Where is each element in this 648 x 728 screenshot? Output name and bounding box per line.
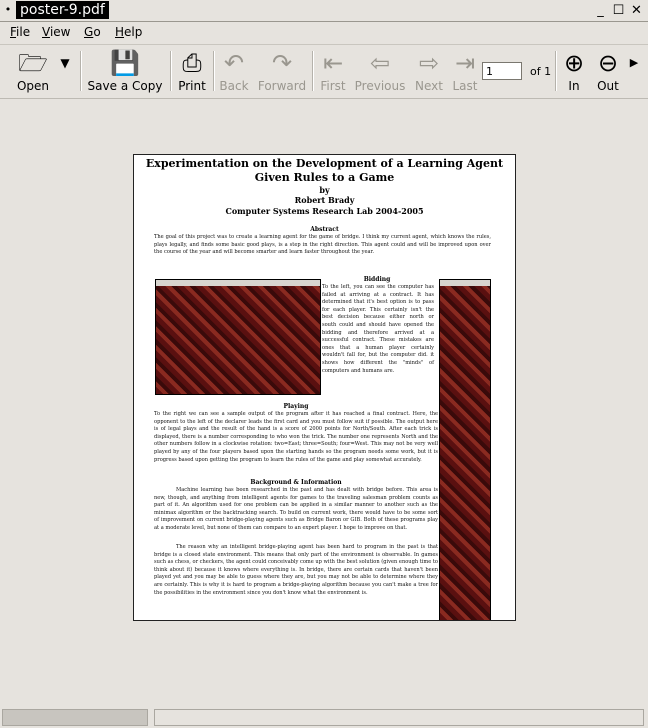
previous-page-button[interactable] xyxy=(352,45,408,98)
screenshot-titlebar xyxy=(440,280,490,286)
right-arrow-icon: ⇨ xyxy=(418,49,440,77)
abstract-heading: Abstract xyxy=(310,226,339,233)
page-number-input[interactable]: 1 xyxy=(482,62,522,80)
poster-title-line1: Experimentation on the Development of a Learning Agent xyxy=(145,157,504,170)
zoom-out-icon: ⊖ xyxy=(597,49,619,77)
save-copy-label: Save a Copy xyxy=(87,79,163,93)
print-button[interactable] xyxy=(174,45,210,98)
screenshot-titlebar xyxy=(156,280,320,286)
back-arrow-icon: ↶ xyxy=(223,49,245,77)
poster-author: Robert Brady xyxy=(294,195,355,205)
zoom-out-button[interactable] xyxy=(592,45,624,98)
menu-file[interactable]: File xyxy=(10,25,31,39)
print-label: Print xyxy=(178,79,206,93)
background-heading: Background & Information xyxy=(250,479,342,486)
printer-icon: ⎙ xyxy=(182,49,202,77)
bidding-text: To the left, you can see the computer has failed at arriving at a contract. It has determined that it's best option is to pass for each player. This certainly isn't the best decision because either north or south could and should have opened the bidding and therefore arrived at a successful contract. These mistakes are ones that a human player certainly wouldn't fall for, but the computer did. it shows how different the "minds" of computers and humans are. xyxy=(322,284,434,374)
progress-indicator xyxy=(2,709,148,726)
menu-go[interactable]: Go xyxy=(84,25,101,39)
forward-button[interactable] xyxy=(256,45,308,98)
page-count-label: of 1 xyxy=(530,65,552,78)
window-menu-icon[interactable]: • xyxy=(4,3,12,16)
last-page-button[interactable] xyxy=(448,45,482,98)
menubar xyxy=(0,22,648,45)
playing-text: To the right we can see a sample output of the program after it has reached a final contract. Here, the opponent to the left of the declarer leads the first card and you must follow suit if possible. The output here is of legal plays and the result of the hand is a score of 2000 points for North/South. After each trick is displayed, there is a number corresponding to who won the trick. The number one represents North and the other numbers follow in a clockwise rotation: two=East; three=South; four=West. This may not be very well played by any of the four players based upon the starting hands so the program needs some work, but it is progress based upon getting the program to learn the rules of the game and play somewhat accurately. xyxy=(154,411,438,463)
last-label: Last xyxy=(452,79,478,93)
floppy-disk-icon: 💾 xyxy=(110,49,140,77)
forward-arrow-icon: ↷ xyxy=(271,49,293,77)
close-icon[interactable]: ✕ xyxy=(631,3,642,18)
back-label: Back xyxy=(219,79,249,93)
next-page-button[interactable] xyxy=(412,45,446,98)
next-label: Next xyxy=(415,79,443,93)
left-arrow-icon: ⇦ xyxy=(369,49,391,77)
bidding-screenshot xyxy=(155,279,321,395)
status-message xyxy=(154,709,644,726)
first-page-button[interactable] xyxy=(316,45,350,98)
zoom-in-icon: ⊕ xyxy=(563,49,585,77)
toolbar-overflow-button[interactable] xyxy=(628,45,640,98)
abstract-text: The goal of this project was to create a learning agent for the game of bridge. I think my current agent, which knows the rules, plays legally, and finds some basic good plays, is a step in the right direction. This agent could and will be improved upon over the course of the year and will become smarter and learn faster throughout the year. xyxy=(154,234,491,256)
menu-view[interactable]: View xyxy=(42,25,71,39)
forward-label: Forward xyxy=(257,79,307,93)
background-text-1: Machine learning has been researched in the past and has dealt with bridge before. This area is new, though, and anything from intelligent agents for games to the traveling salesman problem counts as part of it. An algorithm used for one problem can be applied in a similar manner to another such as the minimax algorithm or the backtracking search. To build on current work, there would have to be some sort of improvement on current bridge-playing agents such as Bridge Baron or GIB. Both of these programs play at a moderate level, but none of them can compare to an expert player. I hope to improve on that. xyxy=(154,487,438,531)
open-label: Open xyxy=(16,79,50,93)
back-button[interactable] xyxy=(216,45,252,98)
save-copy-button[interactable] xyxy=(85,45,165,98)
poster-by: by xyxy=(319,185,330,195)
window-titlebar xyxy=(0,0,648,22)
folder-icon: 🗁 xyxy=(18,49,48,77)
first-label: First xyxy=(320,79,346,93)
pdf-page xyxy=(133,154,516,621)
playing-heading: Playing xyxy=(283,403,309,410)
menu-help[interactable]: Help xyxy=(115,25,143,39)
dropdown-arrow-icon: ▼ xyxy=(60,56,70,70)
playing-screenshot xyxy=(439,279,491,621)
statusbar xyxy=(0,705,648,728)
previous-label: Previous xyxy=(354,79,406,93)
window-title: poster-9.pdf xyxy=(16,1,109,19)
first-page-icon: ⇤ xyxy=(322,49,344,77)
chevron-right-icon: ▶ xyxy=(629,56,639,69)
zoom-in-button[interactable] xyxy=(558,45,590,98)
poster-affiliation: Computer Systems Research Lab 2004-2005 xyxy=(225,206,424,216)
zoom-out-label: Out xyxy=(597,79,619,93)
last-page-icon: ⇥ xyxy=(454,49,476,77)
maximize-icon[interactable]: ☐ xyxy=(612,3,625,18)
open-button[interactable] xyxy=(8,45,58,98)
background-text-2: The reason why an intelligent bridge-playing agent has been hard to program in the past is that bridge is a closed state environment. This means that only part of the environment is observable. In games such as chess, or checkers, the agent could conceivably come up with the best solution (given enough time to think about it) because it knows where everything is. In bridge, there are certain cards that haven't been played yet and you may be able to guess where they are, but you may not be able to determine where they are certainly. This is why it is hard to program a bridge-playing algorithm because you can't make a tree for the possibilities in the environment since you don't know what the environment is. xyxy=(154,544,438,596)
poster-title-line2: Given Rules to a Game xyxy=(254,171,395,184)
bidding-heading: Bidding xyxy=(363,276,391,283)
minimize-icon[interactable]: _ xyxy=(597,3,604,18)
open-recent-dropdown[interactable] xyxy=(56,45,74,98)
zoom-in-label: In xyxy=(568,79,580,93)
